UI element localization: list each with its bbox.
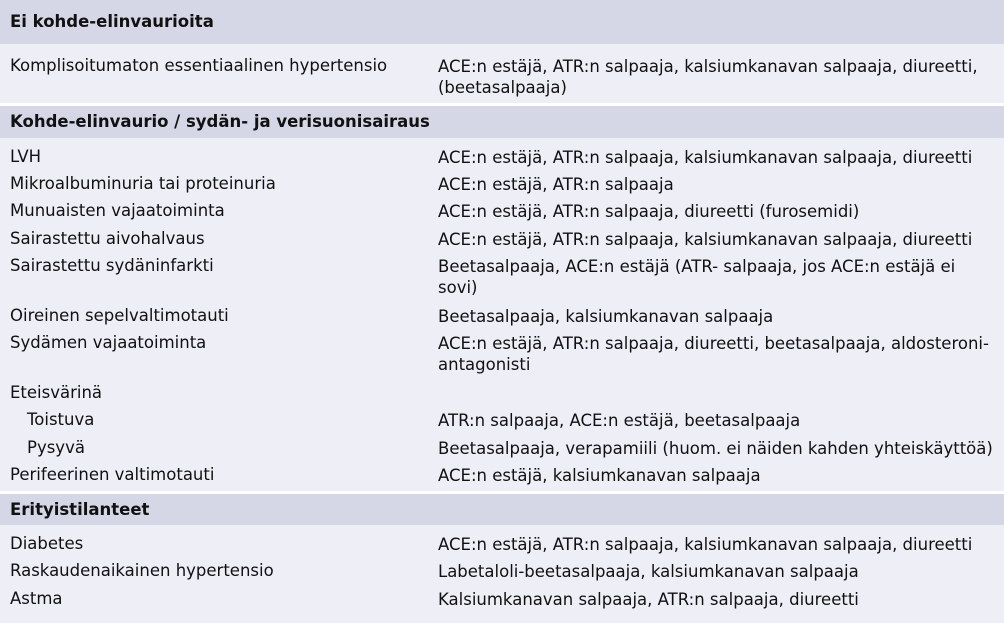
treatment-cell: ACE:n estäjä, ATR:n salpaaja, kalsiumkanavan salpaaja, diureetti: [438, 148, 973, 167]
condition-cell: Pysyvä: [27, 438, 85, 457]
treatment-cell: Beetasalpaaja, verapamiili (huom. ei näiden kahden yhteiskäyttöä): [438, 439, 993, 458]
condition-cell: Astma: [10, 589, 63, 608]
section-heading: Kohde-elinvaurio / sydän- ja verisuonisairaus: [0, 106, 1004, 138]
treatment-cell: Beetasalpaaja, kalsiumkanavan salpaaja: [438, 307, 774, 326]
treatment-cell: ACE:n estäjä, ATR:n salpaaja: [438, 175, 674, 194]
condition-cell: Perifeerinen valtimotauti: [10, 465, 215, 484]
condition-cell: Oireinen sepelvaltimotauti: [10, 306, 229, 325]
condition-cell: Mikroalbuminuria tai proteinuria: [10, 174, 276, 193]
treatment-cell: ACE:n estäjä, ATR:n salpaaja, diureetti, beetasalpaaja, aldosteroni-antagonisti: [438, 334, 989, 374]
condition-cell: Diabetes: [10, 534, 84, 553]
condition-cell: Toistuva: [27, 410, 95, 429]
treatment-cell: ACE:n estäjä, ATR:n salpaaja, kalsiumkanavan salpaaja, diureetti, (beetasalpaaja): [438, 57, 978, 97]
treatment-cell: ATR:n salpaaja, ACE:n estäjä, beetasalpaaja: [438, 411, 801, 430]
treatment-cell: ACE:n estäjä, kalsiumkanavan salpaaja: [438, 466, 761, 485]
condition-cell: Komplisoitumaton essentiaalinen hypertensio: [10, 56, 388, 75]
condition-cell: Eteisvärinä: [10, 383, 103, 402]
treatment-cell: Kalsiumkanavan salpaaja, ATR:n salpaaja, diureetti: [438, 590, 859, 609]
treatment-cell: Beetasalpaaja, ACE:n estäjä (ATR- salpaaja, jos ACE:n estäjä ei sovi): [438, 257, 956, 297]
section-heading: Ei kohde-elinvaurioita: [0, 0, 1004, 44]
condition-cell: Munuaisten vajaatoiminta: [10, 201, 225, 220]
condition-cell: LVH: [10, 147, 42, 166]
condition-cell: Sairastettu aivohalvaus: [10, 229, 205, 248]
treatment-cell: ACE:n estäjä, ATR:n salpaaja, kalsiumkanavan salpaaja, diureetti: [438, 535, 973, 554]
treatment-cell: Labetaloli-beetasalpaaja, kalsiumkanavan salpaaja: [438, 562, 859, 581]
section-heading: Erityistilanteet: [0, 494, 1004, 525]
treatment-cell: ACE:n estäjä, ATR:n salpaaja, diureetti (furosemidi): [438, 202, 860, 221]
treatment-cell: ACE:n estäjä, ATR:n salpaaja, kalsiumkanavan salpaaja, diureetti: [438, 230, 973, 249]
condition-cell: Sairastettu sydäninfarkti: [10, 256, 214, 275]
condition-cell: Sydämen vajaatoiminta: [10, 333, 207, 352]
condition-cell: Raskaudenaikainen hypertensio: [10, 561, 274, 580]
